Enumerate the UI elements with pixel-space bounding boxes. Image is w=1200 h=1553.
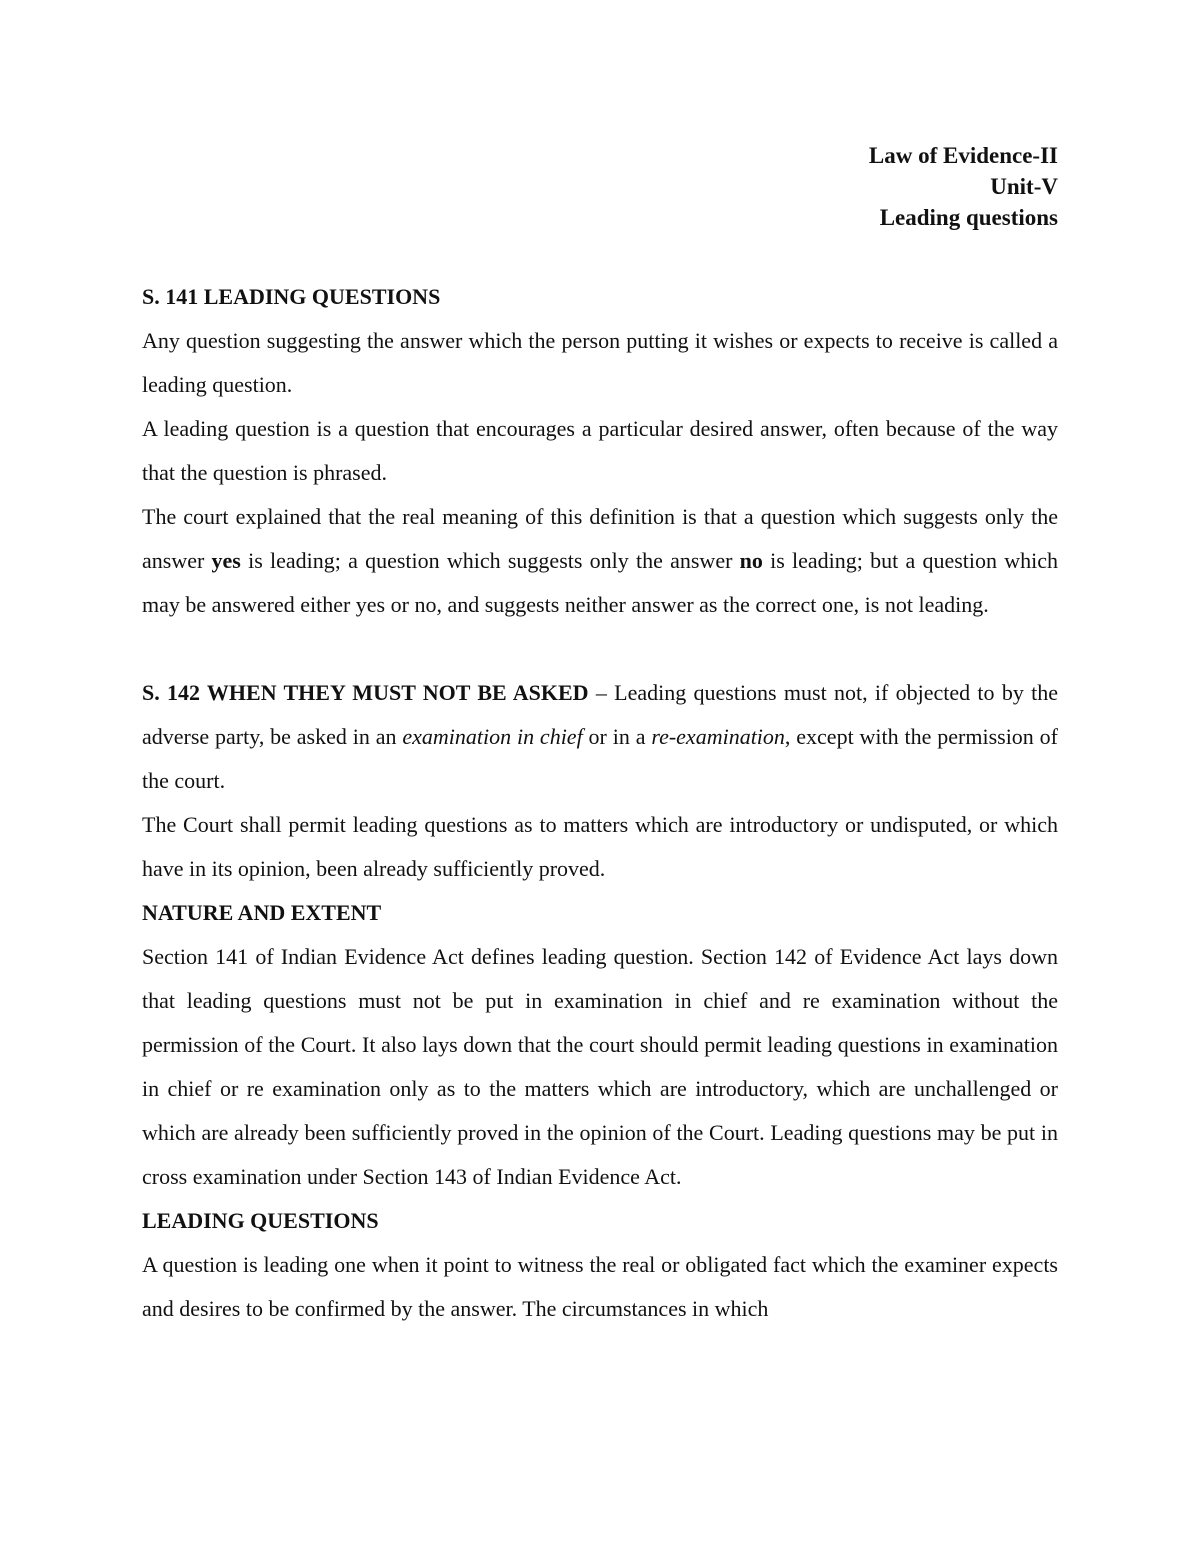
text-run: is leading; a question which suggests only the answer	[240, 548, 740, 573]
section-141-para-1: Any question suggesting the answer which the person putting it wishes or expects to receive is called a leading question.	[142, 328, 1058, 397]
text-run: is leading; but a question which may be answered either yes or no, and suggests neither answer as the correct one, is not leading.	[142, 548, 1058, 617]
italic-re-examination: re-examination	[651, 724, 785, 749]
document-page	[142, 140, 1058, 1331]
section-141-heading: S. 141 LEADING QUESTIONS	[142, 284, 441, 309]
spacer	[142, 627, 1058, 671]
section-142-para-1	[142, 671, 1058, 803]
bold-no: no	[739, 548, 763, 573]
unit-title: Unit-V	[990, 174, 1058, 199]
section-142-para-2: The Court shall permit leading questions as to matters which are introductory or undisputed, or which have in its opinion, been already sufficiently proved.	[142, 812, 1058, 881]
italic-examination-in-chief: examination in chief	[402, 724, 583, 749]
text-run: or in a	[582, 724, 652, 749]
bold-yes: yes	[211, 548, 241, 573]
section-141-para-2: A leading question is a question that encourages a particular desired answer, often because of the way that the question is phrased.	[142, 416, 1058, 485]
leading-questions-para: A question is leading one when it point to witness the real or obligated fact which the examiner expects and desires to be confirmed by the answer. The circumstances in which	[142, 1252, 1058, 1321]
text-run: The court explained that the real meaning of this definition is that a question which suggests only the answer	[142, 504, 1058, 573]
text-run: , except with the permission of the court.	[142, 724, 1058, 793]
dash: –	[588, 680, 615, 705]
document-title-block	[142, 140, 1058, 233]
section-141-para-3	[142, 495, 1058, 627]
topic-title: Leading questions	[879, 205, 1058, 230]
nature-extent-heading: NATURE AND EXTENT	[142, 900, 382, 925]
nature-extent-para: Section 141 of Indian Evidence Act defines leading question. Section 142 of Evidence Act lays down that leading questions must not be put in examination in chief and re examination without the permission of the Court. It also lays down that the court should permit leading questions in examination in chief or re examination only as to the matters which are introductory, which are unchallenged or which are already been sufficiently proved in the opinion of the Court. Leading questions may be put in cross examination under Section 143 of Indian Evidence Act.	[142, 944, 1058, 1189]
course-title: Law of Evidence-II	[868, 143, 1058, 168]
text-run: Leading questions must not, if objected to by the adverse party, be asked in an	[142, 680, 1058, 749]
section-142-heading: S. 142 WHEN THEY MUST NOT BE ASKED	[142, 680, 589, 705]
leading-questions-heading: LEADING QUESTIONS	[142, 1208, 379, 1233]
